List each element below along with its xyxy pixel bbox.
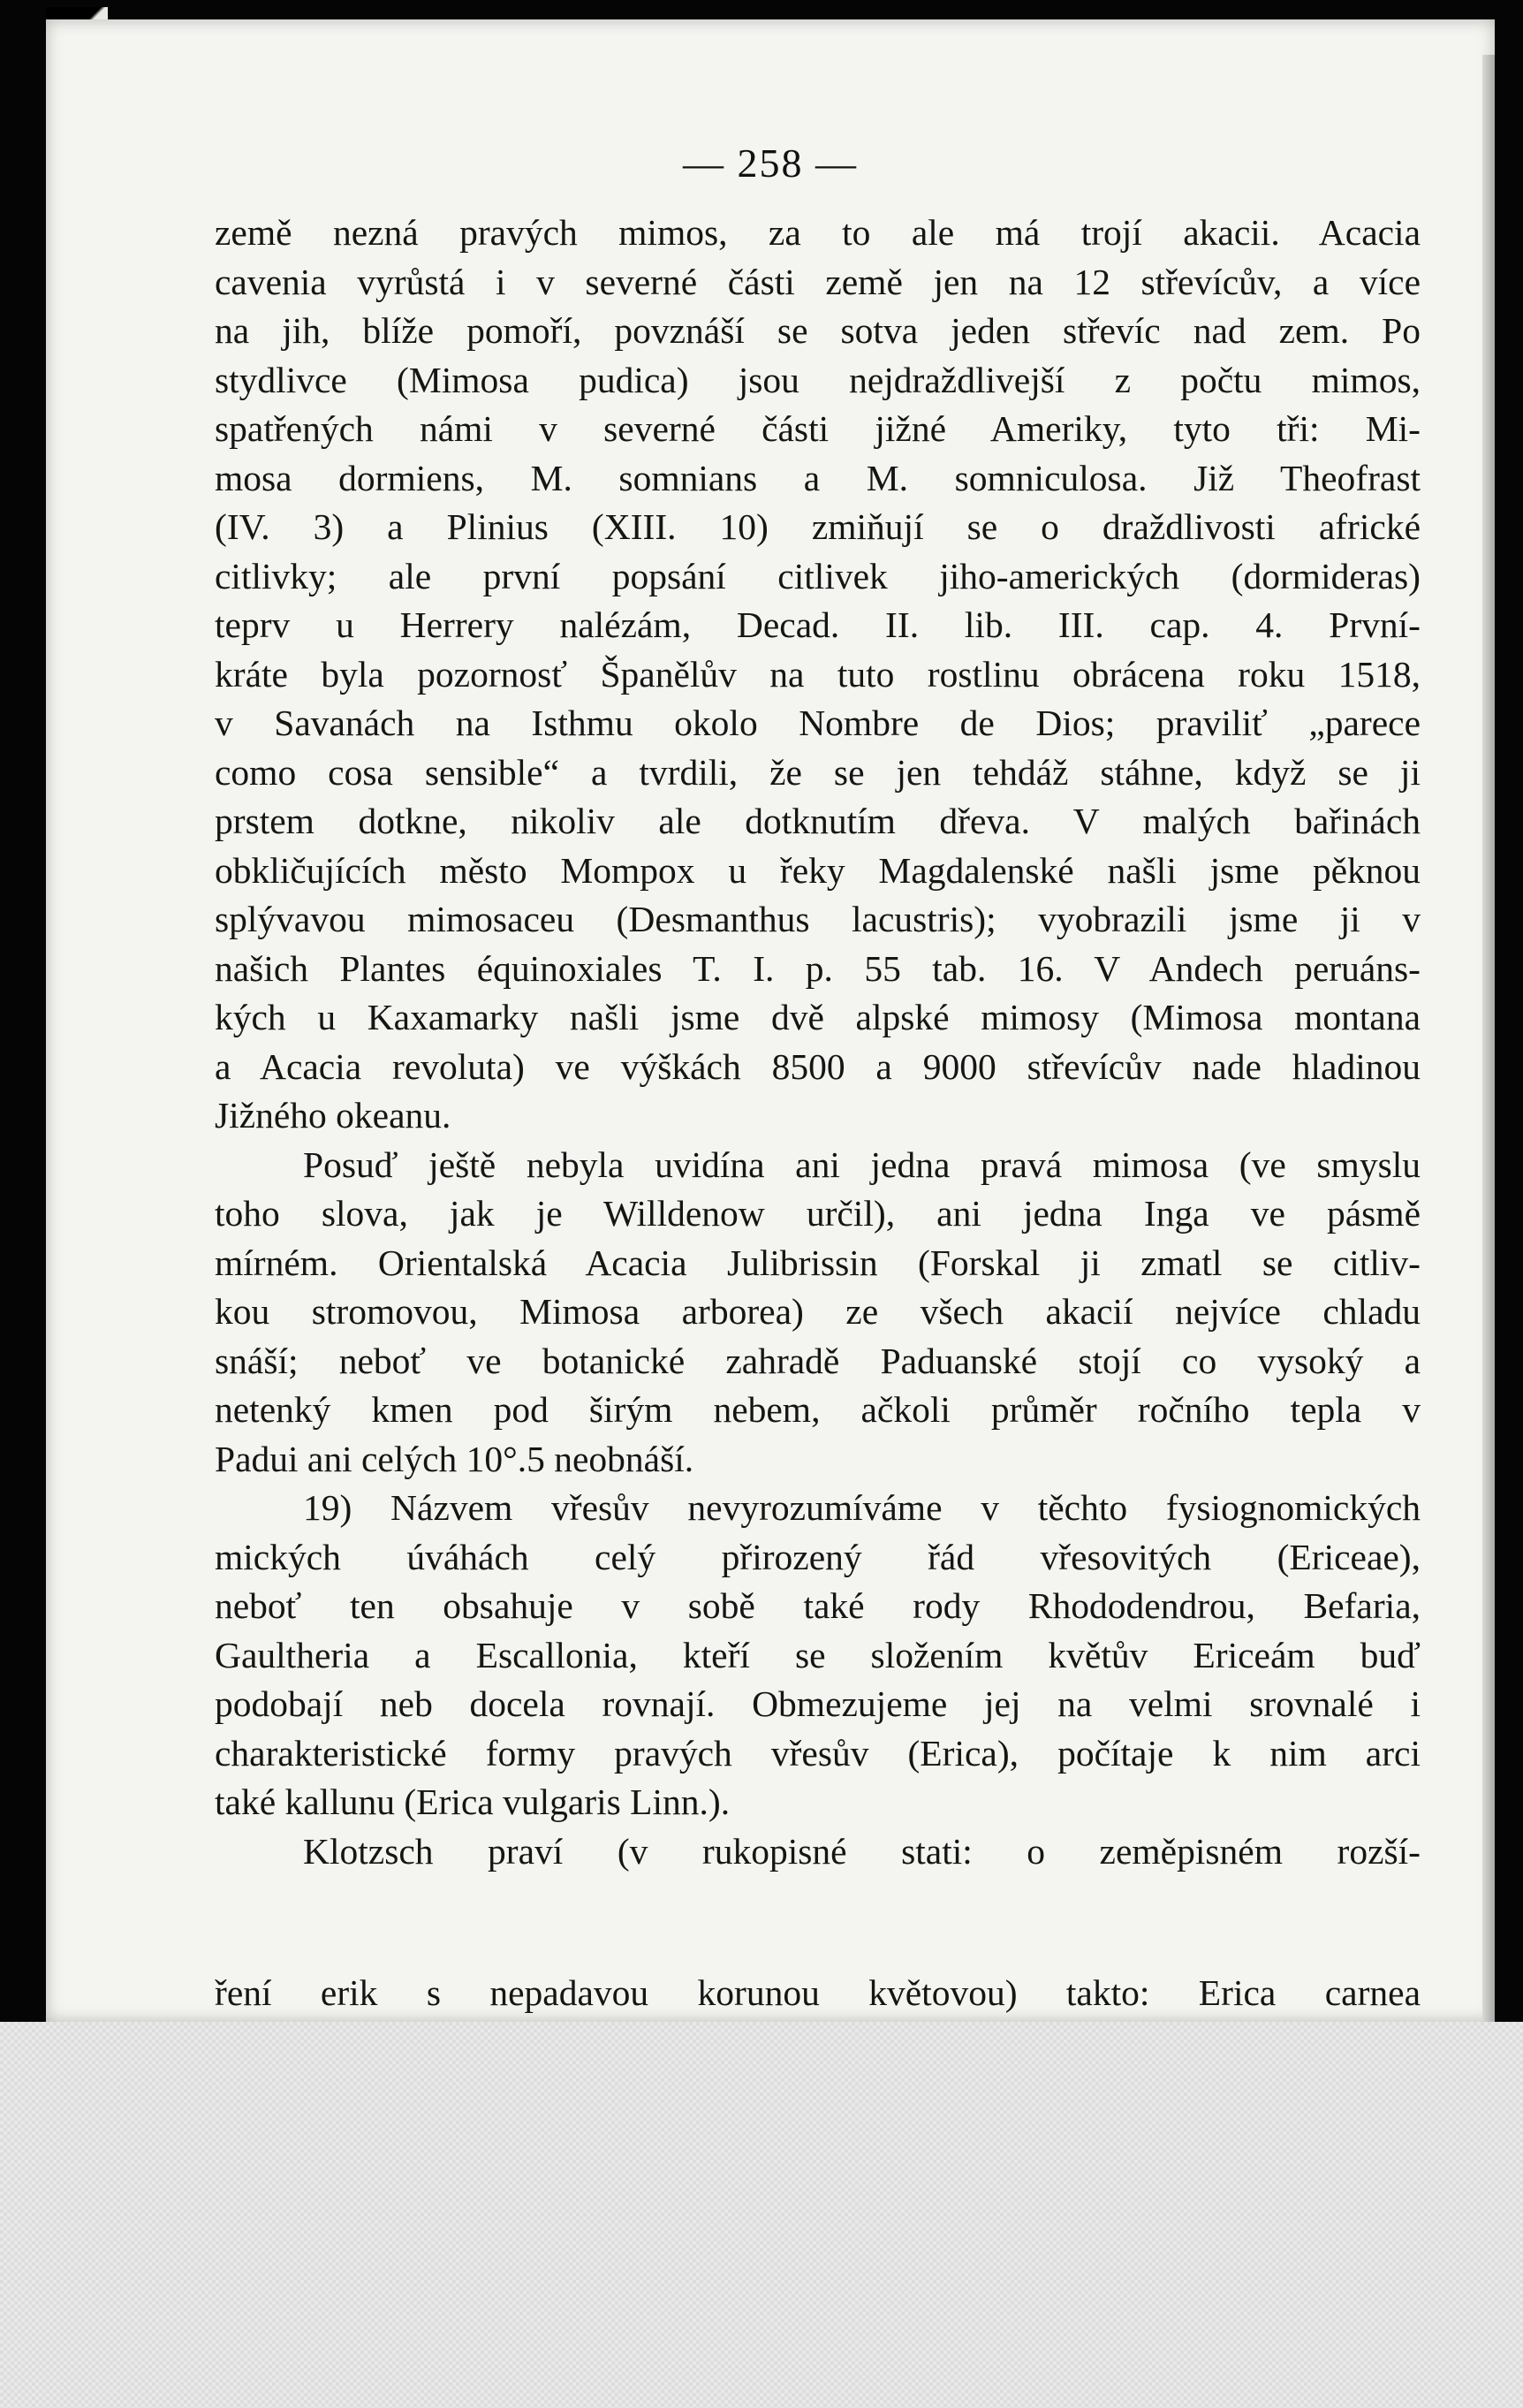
text-line: mírném. Orientalská Acacia Julibrissin (Forskal ji zmatl se citliv- <box>215 1242 1421 1283</box>
text-line: obkličujících město Mompox u řeky Magdalenské našli jsme pěknou <box>215 849 1421 891</box>
text-line: charakteristické formy pravých vřesův (Erica), počítaje k nim arci <box>215 1732 1421 1774</box>
text-line: Jižného okeanu. <box>215 1095 451 1136</box>
page-edge-shadow <box>1482 55 1495 2022</box>
page-number: — 258 — <box>683 141 858 186</box>
text-line: na jih, blíže pomoří, povznáší se sotva jeden střevíc nad zem. Po <box>215 310 1421 351</box>
text-line: cavenia vyrůstá i v severné části země jen na 12 střevícův, a více <box>215 261 1421 302</box>
text-line: citlivky; ale první popsání citlivek jiho-amerických (dormideras) <box>215 555 1421 596</box>
body-text <box>215 209 1421 1876</box>
text-line: snáší; neboť ve botanické zahradě Paduanské stojí co vysoký a <box>215 1340 1421 1381</box>
text-line: stydlivce (Mimosa pudica) jsou nejdraždlivejší z počtu mimos, <box>215 359 1421 400</box>
text-line: země nezná pravých mimos, za to ale má trojí akacii. Acacia <box>215 212 1421 253</box>
text-line: mických úváhách celý přirozený řád vřesovitých (Ericeae), <box>215 1536 1421 1577</box>
text-line: como cosa sensible“ a tvrdili, že se jen tehdáž stáhne, když se ji <box>215 751 1421 793</box>
text-line: kou stromovou, Mimosa arborea) ze všech akacií nejvíce chladu <box>215 1291 1421 1332</box>
text-line: teprv u Herrery nalézám, Decad. II. lib. III. cap. 4. První- <box>215 604 1421 645</box>
empty-canvas-area <box>0 2022 1523 2408</box>
text-line: podobají neb docela rovnají. Obmezujeme jej na velmi srovnalé i <box>215 1683 1421 1724</box>
text-line: také kallunu (Erica vulgaris Linn.). <box>215 1781 731 1822</box>
text-line: v Savanách na Isthmu okolo Nombre de Dios; praviliť „parece <box>215 703 1421 743</box>
text-line: spatřených námi v severné části jižné Ameriky, tyto tři: Mi- <box>215 408 1421 449</box>
text-line: toho slova, jak je Willdenow určil), ani jedna Inga ve pásmě <box>215 1193 1421 1234</box>
text-line: kráte byla pozornosť Španělův na tuto rostlinu obrácena roku 1518, <box>215 653 1421 695</box>
cut-off-line-text: ření erik s nepadavou korunou květovou) takto: Erica carnea <box>215 1972 1421 2013</box>
text-line: Padui ani celých 10°.5 neobnáší. <box>215 1438 694 1479</box>
paragraph-start-line: Posuď ještě nebyla uvidína ani jedna pravá mimosa (ve smyslu <box>303 1143 1421 1185</box>
text-line: prstem dotkne, nikoliv ale dotknutím dřeva. V malých bařinách <box>215 801 1421 841</box>
text-line: kých u Kaxamarky našli jsme dvě alpské mimosy (Mimosa montana <box>215 997 1421 1037</box>
text-line: (IV. 3) a Plinius (XIII. 10) zmiňují se o draždlivosti africké <box>215 506 1421 547</box>
text-line: neboť ten obsahuje v sobě také rody Rhododendrou, Befaria, <box>215 1585 1421 1626</box>
text-line: splývavou mimosaceu (Desmanthus lacustris); vyobrazili jsme ji v <box>215 899 1421 939</box>
paragraph-start-line: 19) Názvem vřesův nevyrozumíváme v těchto fysiognomických <box>303 1487 1421 1528</box>
text-line: netenký kmen pod širým nebem, ačkoli průměr ročního tepla v <box>215 1389 1421 1430</box>
text-line: Gaultheria a Escallonia, kteří se složením květův Ericeám buď <box>215 1634 1421 1675</box>
paragraph-start-line: Klotzsch praví (v rukopisné stati: o zeměpisném rozší- <box>303 1830 1421 1872</box>
text-line: mosa dormiens, M. somnians a M. somniculosa. Již Theofrast <box>215 457 1421 498</box>
text-line: našich Plantes équinoxiales T. I. p. 55 tab. 16. V Andech peruáns- <box>215 947 1421 989</box>
text-line: a Acacia revoluta) ve výškách 8500 a 9000 střevícův nade hladinou <box>215 1045 1421 1087</box>
cut-off-line <box>215 1972 1421 2022</box>
